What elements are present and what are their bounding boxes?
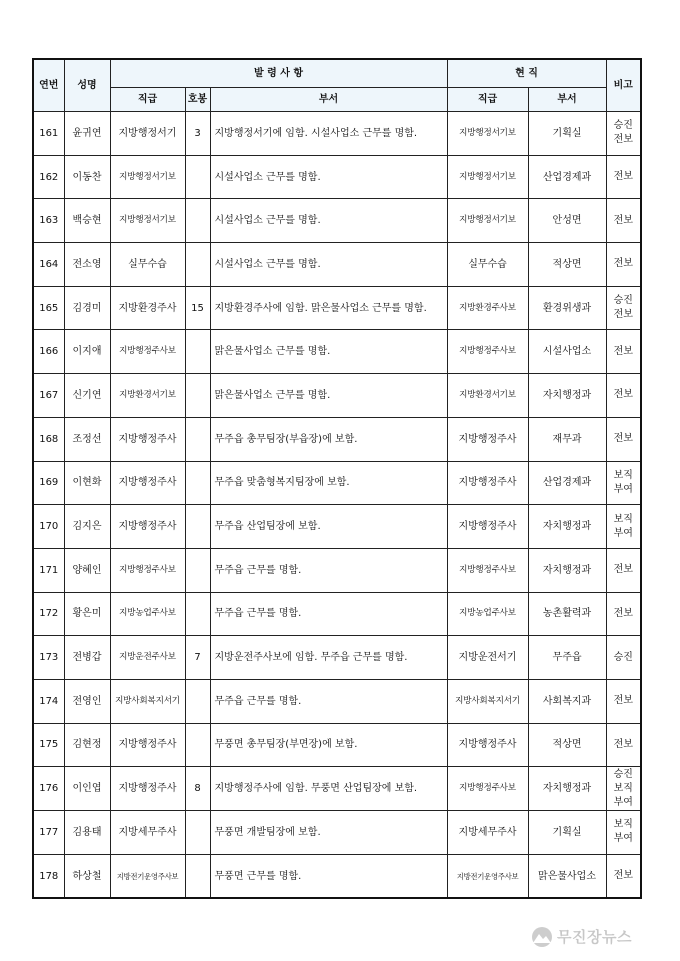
mountain-logo-icon (529, 926, 555, 948)
cell-current-dept: 무주읍 (528, 636, 606, 680)
cell-grade: 실무수습 (110, 243, 185, 287)
cell-current-dept: 농촌활력과 (528, 592, 606, 636)
cell-remarks: 승진 전보 (606, 286, 641, 330)
cell-current-dept: 맑은물사업소 (528, 854, 606, 898)
cell-current-dept: 산업경제과 (528, 461, 606, 505)
cell-no: 164 (33, 243, 64, 287)
cell-no: 175 (33, 723, 64, 767)
cell-grade: 지방환경주사 (110, 286, 185, 330)
cell-dept: 지방행정주사에 임함. 무풍면 산업팀장에 보함. (210, 767, 447, 811)
cell-grade: 지방행정서기보 (110, 155, 185, 199)
cell-remarks: 보직 부여 (606, 505, 641, 549)
cell-grade: 지방세무주사 (110, 811, 185, 855)
cell-name: 김현정 (64, 723, 110, 767)
cell-no: 168 (33, 417, 64, 461)
cell-current-grade: 실무수습 (447, 243, 528, 287)
cell-dept: 지방운전주사보에 임함. 무주읍 근무를 명함. (210, 636, 447, 680)
cell-current-grade: 지방환경서기보 (447, 374, 528, 418)
cell-no: 166 (33, 330, 64, 374)
cell-step (185, 505, 210, 549)
cell-no: 163 (33, 199, 64, 243)
table-row (33, 854, 641, 898)
watermark (527, 924, 669, 950)
cell-current-dept: 기획실 (528, 112, 606, 156)
cell-remarks: 전보 (606, 854, 641, 898)
cell-name: 이인엽 (64, 767, 110, 811)
cell-current-dept: 적상면 (528, 243, 606, 287)
cell-dept: 지방행정서기에 임함. 시설사업소 근무를 명함. (210, 112, 447, 156)
col-header-no: 연번 (33, 59, 64, 112)
cell-step (185, 417, 210, 461)
cell-dept: 무풍면 총무팀장(부면장)에 보함. (210, 723, 447, 767)
cell-name: 하상철 (64, 854, 110, 898)
cell-remarks: 전보 (606, 679, 641, 723)
cell-step (185, 461, 210, 505)
col-header-appointment: 발 령 사 항 (110, 59, 447, 88)
cell-remarks: 승진 보직 부여 (606, 767, 641, 811)
cell-step: 15 (185, 286, 210, 330)
cell-grade: 지방행정주사 (110, 767, 185, 811)
cell-name: 백승현 (64, 199, 110, 243)
table-row (33, 548, 641, 592)
cell-no: 167 (33, 374, 64, 418)
cell-current-grade: 지방행정주사 (447, 417, 528, 461)
cell-name: 신기연 (64, 374, 110, 418)
cell-current-dept: 사회복지과 (528, 679, 606, 723)
cell-dept: 무주읍 근무를 명함. (210, 679, 447, 723)
cell-dept: 지방환경주사에 임함. 맑은물사업소 근무를 명함. (210, 286, 447, 330)
cell-step (185, 330, 210, 374)
cell-step (185, 155, 210, 199)
cell-current-grade: 지방행정주사보 (447, 330, 528, 374)
cell-no: 178 (33, 854, 64, 898)
table-row (33, 417, 641, 461)
cell-dept: 시설사업소 근무를 명함. (210, 243, 447, 287)
cell-current-dept: 적상면 (528, 723, 606, 767)
cell-remarks: 승진 (606, 636, 641, 680)
table-row (33, 286, 641, 330)
cell-current-grade: 지방사회복지서기 (447, 679, 528, 723)
cell-current-grade: 지방농업주사보 (447, 592, 528, 636)
cell-remarks: 보직 부여 (606, 461, 641, 505)
cell-dept: 무주읍 산업팀장에 보함. (210, 505, 447, 549)
cell-current-grade: 지방전기운영주사보 (447, 854, 528, 898)
col-header-current-grade: 직급 (447, 88, 528, 112)
col-header-name: 성명 (64, 59, 110, 112)
cell-remarks: 전보 (606, 374, 641, 418)
cell-grade: 지방행정주사 (110, 461, 185, 505)
cell-name: 양혜인 (64, 548, 110, 592)
cell-no: 170 (33, 505, 64, 549)
cell-grade: 지방행정서기 (110, 112, 185, 156)
cell-remarks: 전보 (606, 330, 641, 374)
cell-current-dept: 산업경제과 (528, 155, 606, 199)
cell-current-dept: 환경위생과 (528, 286, 606, 330)
cell-no: 177 (33, 811, 64, 855)
cell-dept: 시설사업소 근무를 명함. (210, 155, 447, 199)
cell-grade: 지방행정서기보 (110, 199, 185, 243)
table-row (33, 723, 641, 767)
cell-current-dept: 재무과 (528, 417, 606, 461)
col-header-dept: 부서 (210, 88, 447, 112)
cell-grade: 지방사회복지서기 (110, 679, 185, 723)
table-row (33, 112, 641, 156)
cell-no: 169 (33, 461, 64, 505)
cell-step: 7 (185, 636, 210, 680)
table-row (33, 199, 641, 243)
cell-remarks: 전보 (606, 723, 641, 767)
cell-no: 165 (33, 286, 64, 330)
cell-current-grade: 지방환경주사보 (447, 286, 528, 330)
cell-remarks: 전보 (606, 243, 641, 287)
table-row (33, 243, 641, 287)
cell-current-grade: 지방행정주사보 (447, 767, 528, 811)
cell-step (185, 199, 210, 243)
cell-current-grade: 지방행정서기보 (447, 112, 528, 156)
cell-name: 황은미 (64, 592, 110, 636)
cell-grade: 지방행정주사 (110, 505, 185, 549)
cell-grade: 지방행정주사 (110, 723, 185, 767)
cell-no: 176 (33, 767, 64, 811)
table-row (33, 330, 641, 374)
table-row (33, 505, 641, 549)
table-row (33, 461, 641, 505)
cell-current-grade: 지방행정주사 (447, 461, 528, 505)
cell-grade: 지방행정주사 (110, 417, 185, 461)
cell-name: 김지은 (64, 505, 110, 549)
cell-no: 162 (33, 155, 64, 199)
cell-current-grade: 지방행정서기보 (447, 155, 528, 199)
cell-name: 전병갑 (64, 636, 110, 680)
cell-name: 이지애 (64, 330, 110, 374)
table-row (33, 155, 641, 199)
col-header-grade: 직급 (110, 88, 185, 112)
cell-no: 172 (33, 592, 64, 636)
cell-current-dept: 기획실 (528, 811, 606, 855)
cell-current-dept: 자치행정과 (528, 548, 606, 592)
cell-step (185, 854, 210, 898)
table-row (33, 592, 641, 636)
cell-grade: 지방농업주사보 (110, 592, 185, 636)
cell-remarks: 승진 전보 (606, 112, 641, 156)
cell-current-grade: 지방운전서기 (447, 636, 528, 680)
watermark-text: 무진장뉴스 (557, 928, 632, 946)
cell-grade: 지방행정주사보 (110, 330, 185, 374)
cell-current-dept: 자치행정과 (528, 505, 606, 549)
cell-name: 김용태 (64, 811, 110, 855)
cell-current-dept: 자치행정과 (528, 767, 606, 811)
cell-dept: 무풍면 근무를 명함. (210, 854, 447, 898)
cell-remarks: 전보 (606, 199, 641, 243)
cell-name: 조정선 (64, 417, 110, 461)
cell-name: 전소영 (64, 243, 110, 287)
cell-dept: 무주읍 맞춤형복지팀장에 보함. (210, 461, 447, 505)
cell-grade: 지방행정주사보 (110, 548, 185, 592)
cell-name: 김경미 (64, 286, 110, 330)
cell-current-dept: 자치행정과 (528, 374, 606, 418)
cell-step (185, 811, 210, 855)
cell-dept: 맑은물사업소 근무를 명함. (210, 374, 447, 418)
cell-remarks: 전보 (606, 592, 641, 636)
cell-step (185, 548, 210, 592)
cell-name: 윤귀연 (64, 112, 110, 156)
col-header-remarks: 비고 (606, 59, 641, 112)
col-header-current: 현 직 (447, 59, 606, 88)
cell-no: 161 (33, 112, 64, 156)
cell-name: 이현화 (64, 461, 110, 505)
cell-step: 3 (185, 112, 210, 156)
table-row (33, 374, 641, 418)
cell-dept: 무주읍 총무팀장(부읍장)에 보함. (210, 417, 447, 461)
cell-name: 전영인 (64, 679, 110, 723)
cell-remarks: 전보 (606, 155, 641, 199)
cell-no: 171 (33, 548, 64, 592)
cell-step: 8 (185, 767, 210, 811)
cell-current-grade: 지방행정주사보 (447, 548, 528, 592)
cell-current-grade: 지방행정서기보 (447, 199, 528, 243)
table-row (33, 767, 641, 811)
cell-current-dept: 안성면 (528, 199, 606, 243)
cell-step (185, 592, 210, 636)
cell-step (185, 679, 210, 723)
cell-current-grade: 지방행정주사 (447, 723, 528, 767)
table-row (33, 679, 641, 723)
personnel-table (32, 58, 642, 899)
cell-current-grade: 지방세무주사 (447, 811, 528, 855)
cell-grade: 지방환경서기보 (110, 374, 185, 418)
cell-dept: 무풍면 개발팀장에 보함. (210, 811, 447, 855)
cell-step (185, 374, 210, 418)
cell-dept: 시설사업소 근무를 명함. (210, 199, 447, 243)
table-row (33, 811, 641, 855)
cell-step (185, 723, 210, 767)
cell-current-grade: 지방행정주사 (447, 505, 528, 549)
cell-dept: 맑은물사업소 근무를 명함. (210, 330, 447, 374)
cell-no: 173 (33, 636, 64, 680)
cell-dept: 무주읍 근무를 명함. (210, 548, 447, 592)
cell-dept: 무주읍 근무를 명함. (210, 592, 447, 636)
cell-current-dept: 시설사업소 (528, 330, 606, 374)
cell-name: 이동찬 (64, 155, 110, 199)
col-header-current-dept: 부서 (528, 88, 606, 112)
cell-remarks: 보직 부여 (606, 811, 641, 855)
table-row (33, 636, 641, 680)
cell-remarks: 전보 (606, 548, 641, 592)
col-header-step: 호봉 (185, 88, 210, 112)
cell-remarks: 전보 (606, 417, 641, 461)
cell-no: 174 (33, 679, 64, 723)
cell-step (185, 243, 210, 287)
cell-grade: 지방운전주사보 (110, 636, 185, 680)
cell-grade: 지방전기운영주사보 (110, 854, 185, 898)
